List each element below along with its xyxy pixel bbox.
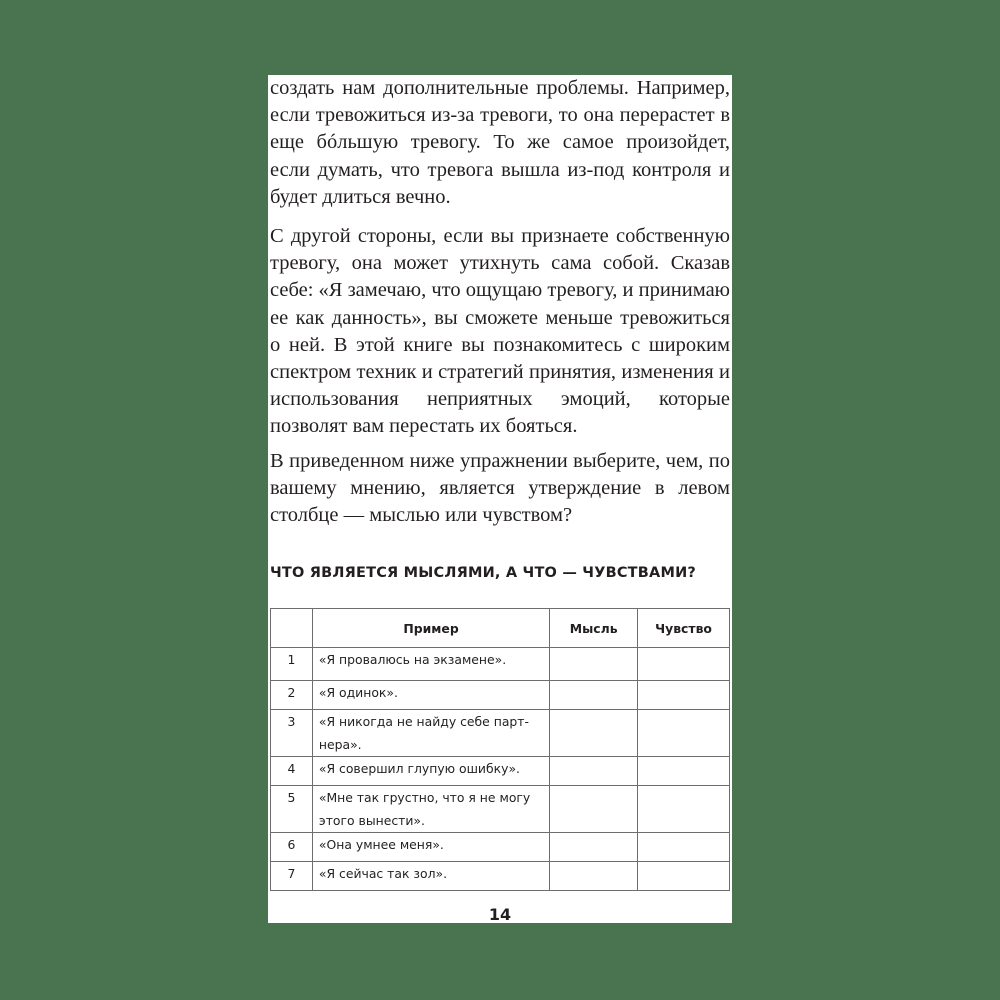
feeling-cell[interactable] — [638, 833, 730, 862]
table-row — [271, 833, 730, 862]
row-example: «Она умнее меня». — [312, 833, 549, 862]
page-number: 14 — [488, 905, 512, 924]
thought-cell[interactable] — [550, 833, 638, 862]
column-header-feeling: Чувство — [638, 609, 730, 648]
table-row — [271, 862, 730, 891]
table-header-row — [271, 609, 730, 648]
table-row — [271, 786, 730, 833]
exercise-table — [270, 608, 730, 891]
feeling-cell[interactable] — [638, 862, 730, 891]
row-example: «Я совершил глупую ошибку». — [312, 757, 549, 786]
row-number: 3 — [271, 710, 313, 757]
thought-cell[interactable] — [550, 786, 638, 833]
feeling-cell[interactable] — [638, 757, 730, 786]
thought-cell[interactable] — [550, 710, 638, 757]
column-header-thought: Мысль — [550, 609, 638, 648]
table-row — [271, 681, 730, 710]
table-row — [271, 757, 730, 786]
row-number: 1 — [271, 648, 313, 681]
thought-cell[interactable] — [550, 757, 638, 786]
feeling-cell[interactable] — [638, 681, 730, 710]
row-number: 5 — [271, 786, 313, 833]
feeling-cell[interactable] — [638, 786, 730, 833]
exercise-heading: ЧТО ЯВЛЯЕТСЯ МЫСЛЯМИ, А ЧТО — ЧУВСТВАМИ? — [270, 565, 697, 581]
feeling-cell[interactable] — [638, 710, 730, 757]
paragraph-2: С другой стороны, если вы признаете собственную тревогу, она может утихнуть сама собой. Сказав себе: «Я замечаю, что ощущаю тревогу, и принимаю ее как данность», вы сможете меньше тревожиться о ней. В этой книге вы познакомитесь с широким спектром техник и стратегий принятия, изменения и использования неприятных эмоций, которые позволят вам перестать их бояться. — [270, 225, 730, 438]
table-row — [271, 648, 730, 681]
row-example: «Я одинок». — [312, 681, 549, 710]
row-example: «Я никогда не найду себе парт-нера». — [312, 710, 549, 757]
book-page — [268, 75, 732, 923]
thought-cell[interactable] — [550, 862, 638, 891]
feeling-cell[interactable] — [638, 648, 730, 681]
row-number: 6 — [271, 833, 313, 862]
row-example: «Я сейчас так зол». — [312, 862, 549, 891]
table-row — [271, 710, 730, 757]
column-header-example: Пример — [312, 609, 549, 648]
row-number: 4 — [271, 757, 313, 786]
column-header-number — [271, 609, 313, 648]
row-number: 7 — [271, 862, 313, 891]
paragraph-1: создать нам дополнительные проблемы. Например, если тревожиться из-за тревоги, то она перерастет в еще бóльшую тревогу. То же самое произойдет, если думать, что тревога вышла из-под контроля и будет длиться вечно. — [270, 77, 730, 208]
paragraph-3: В приведенном ниже упражнении выберите, чем, по вашему мнению, является утверждение в левом столбце — мыслью или чувством? — [270, 450, 730, 527]
row-example: «Я провалюсь на экзамене». — [312, 648, 549, 681]
row-number: 2 — [271, 681, 313, 710]
thought-cell[interactable] — [550, 648, 638, 681]
thought-cell[interactable] — [550, 681, 638, 710]
row-example: «Мне так грустно, что я не могу этого вынести». — [312, 786, 549, 833]
